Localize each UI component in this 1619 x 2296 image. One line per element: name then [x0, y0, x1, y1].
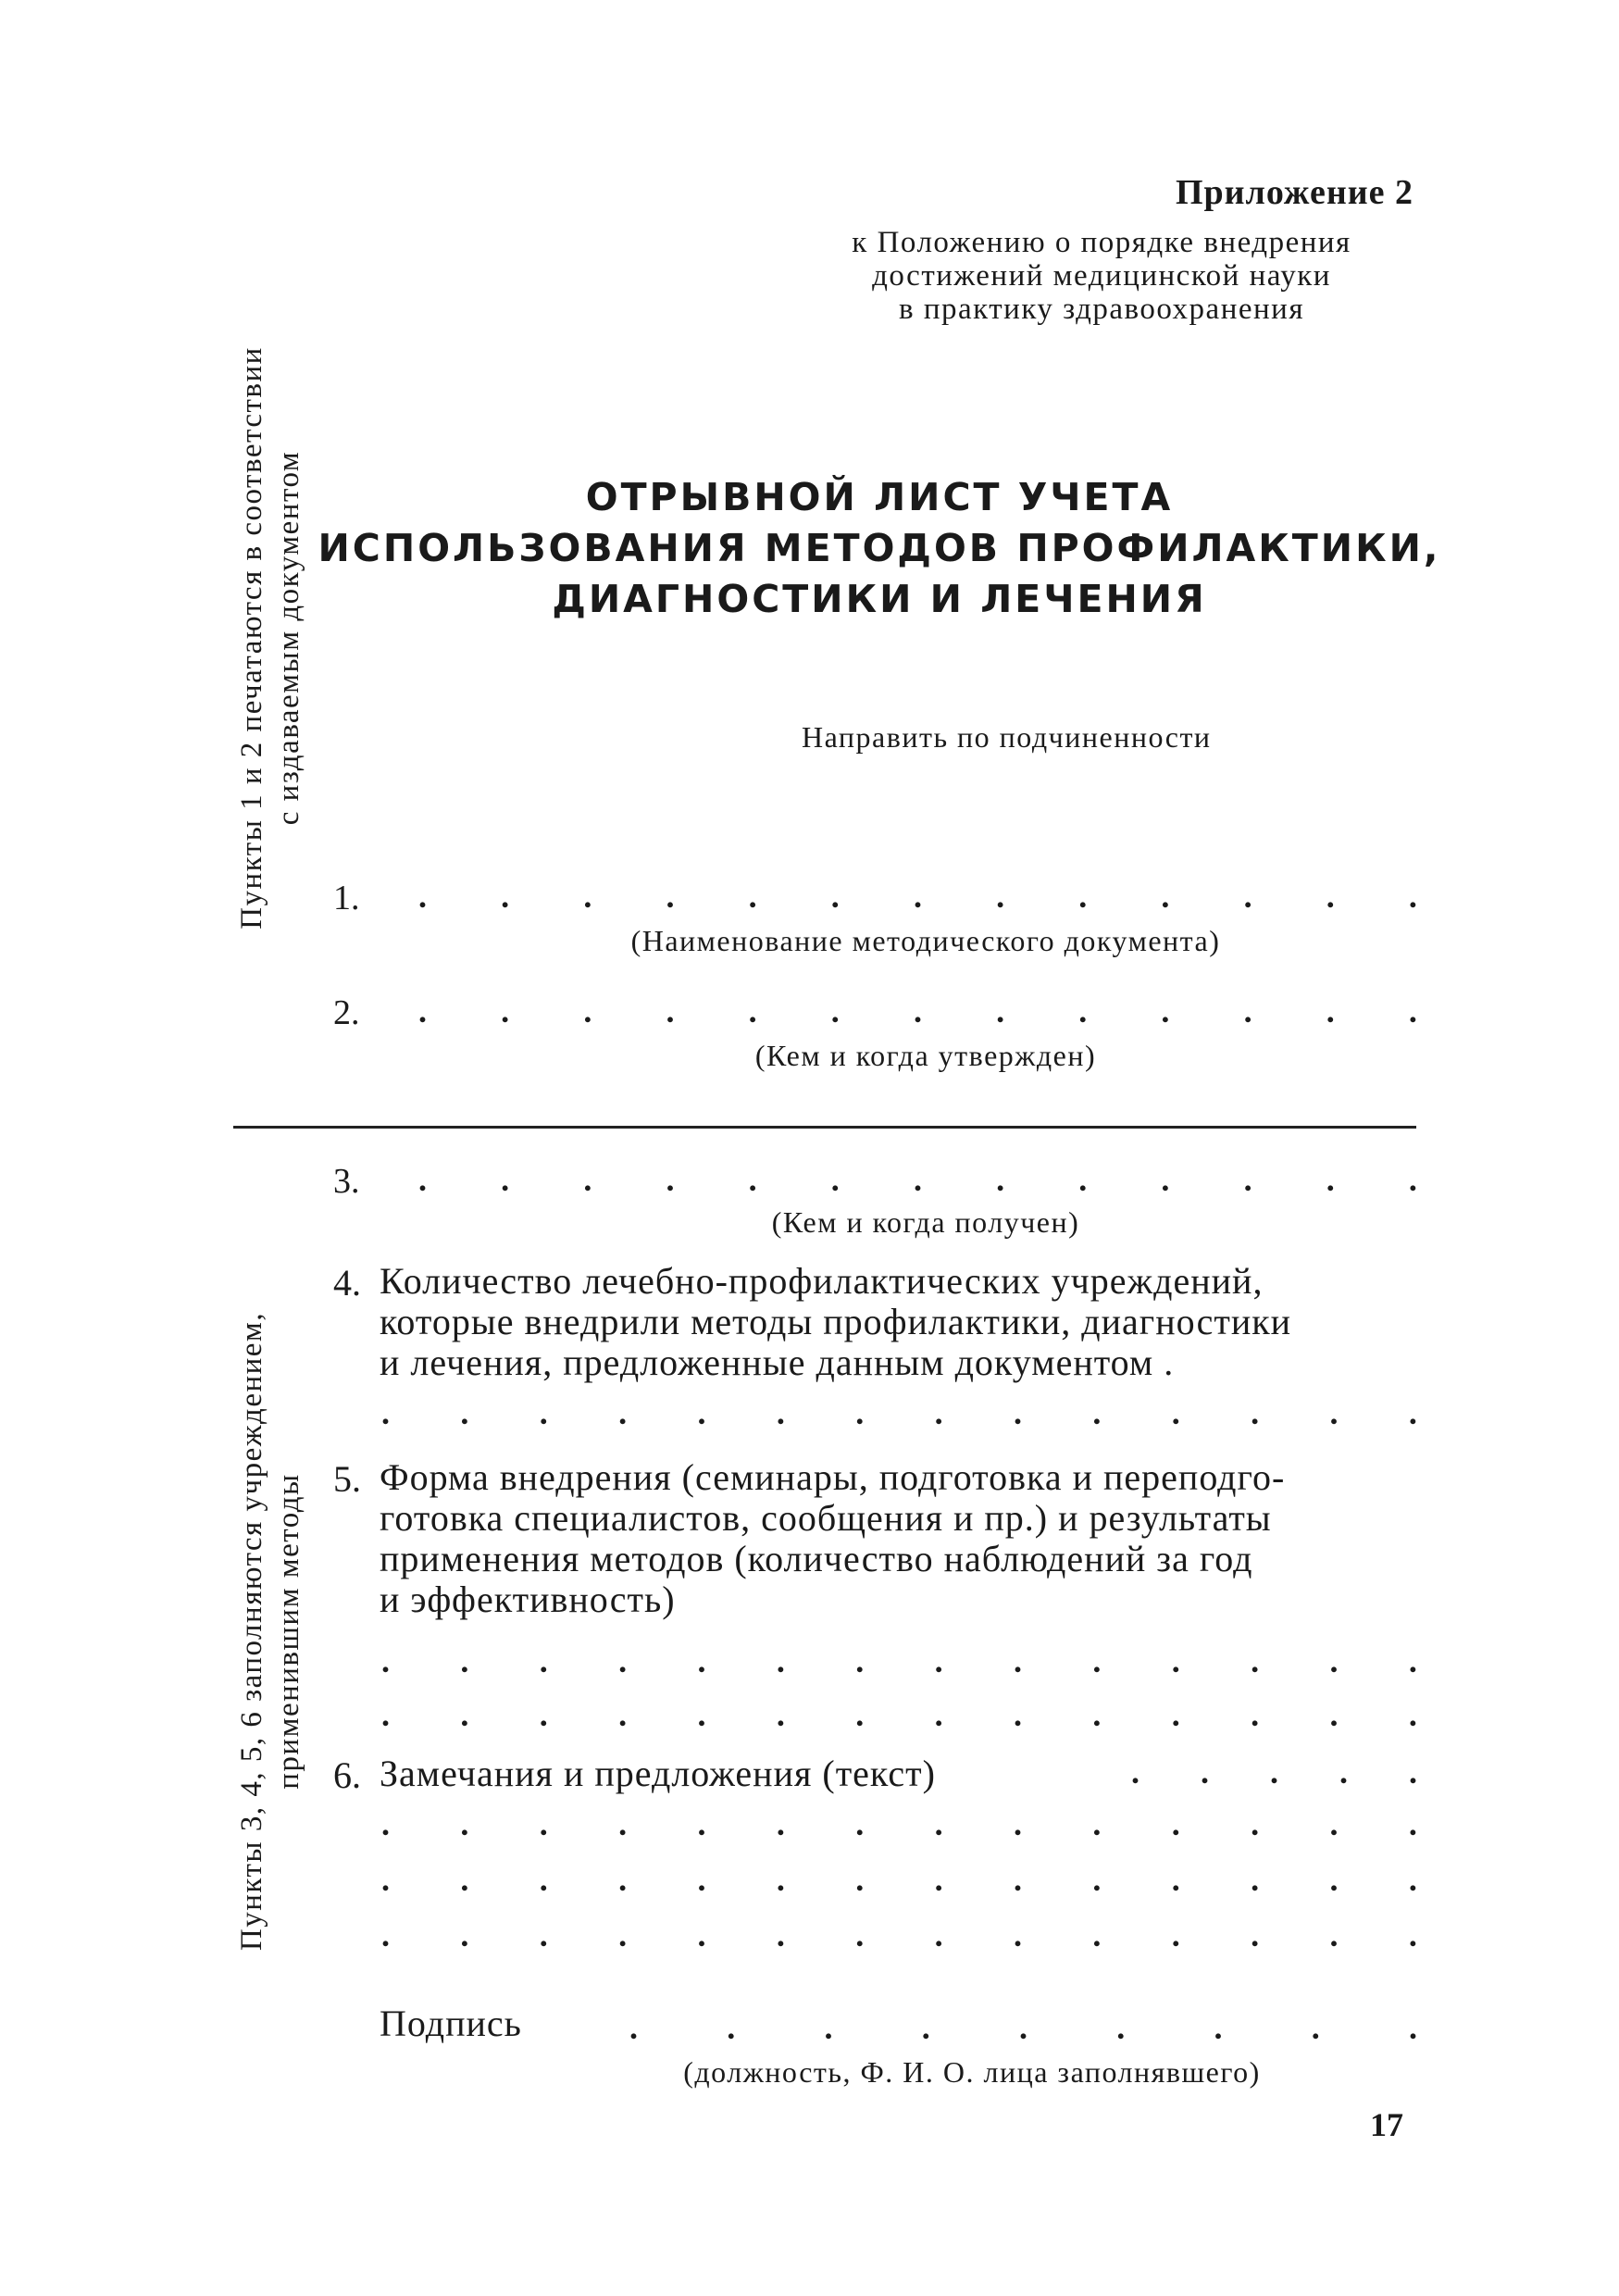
- dot-leader: [381, 1918, 1416, 1952]
- leader-dot: .: [618, 1642, 628, 1679]
- dot-leader: [381, 1644, 1416, 1678]
- dot-leader: [418, 1163, 1416, 1196]
- leader-dot: .: [996, 878, 1005, 915]
- leader-dot: .: [748, 878, 757, 915]
- leader-dot: .: [1092, 1642, 1102, 1679]
- leader-dot: .: [1329, 1916, 1339, 1953]
- leader-dot: .: [934, 1805, 943, 1842]
- leader-dot: .: [1243, 992, 1252, 1029]
- dot-leader: [1131, 1755, 1416, 1789]
- leader-dot: .: [1329, 1861, 1339, 1898]
- leader-dot: .: [855, 1805, 865, 1842]
- leader-dot: .: [1329, 1696, 1339, 1733]
- leader-dot: .: [855, 1642, 865, 1679]
- leader-dot: .: [583, 878, 592, 915]
- margin-note-line: Пункты 3, 4, 5, 6 заполняются учреждением,: [235, 1311, 268, 1952]
- leader-dot: .: [1019, 2009, 1027, 2046]
- leader-dot: .: [1078, 992, 1088, 1029]
- leader-dot: .: [539, 1916, 548, 1953]
- leader-dot: .: [1251, 1642, 1260, 1679]
- leader-dot: .: [1014, 1394, 1022, 1431]
- leader-dot: .: [1251, 1394, 1260, 1431]
- leader-dot: .: [1409, 1753, 1417, 1791]
- leader-dot: .: [855, 1916, 865, 1953]
- leader-dot: .: [539, 1805, 548, 1842]
- leader-dot: .: [1251, 1916, 1260, 1953]
- leader-dot: .: [1243, 878, 1252, 915]
- leader-dot: .: [697, 1916, 706, 1953]
- leader-dot: .: [697, 1394, 706, 1431]
- leader-dot: .: [1329, 1805, 1339, 1842]
- item-caption-1: (Наименование методического документа): [630, 924, 1221, 957]
- leader-dot: .: [934, 1696, 943, 1733]
- margin-note-line: применившим методы: [272, 1473, 305, 1790]
- leader-dot: .: [1014, 1642, 1022, 1679]
- leader-dot: .: [539, 1642, 548, 1679]
- leader-dot: .: [1092, 1916, 1102, 1953]
- leader-dot: .: [618, 1861, 628, 1898]
- reference-line: достижений медицинской науки: [872, 259, 1331, 293]
- leader-dot: .: [381, 1805, 390, 1842]
- margin-note-top: [233, 300, 307, 976]
- leader-dot: .: [1161, 1161, 1170, 1198]
- leader-dot: .: [996, 992, 1005, 1029]
- leader-dot: .: [776, 1696, 785, 1733]
- leader-dot: .: [1078, 878, 1088, 915]
- leader-dot: .: [381, 1861, 390, 1898]
- leader-dot: .: [830, 992, 840, 1029]
- reference-line: в практику здравоохранения: [899, 293, 1304, 326]
- leader-dot: .: [539, 1861, 548, 1898]
- leader-dot: .: [697, 1696, 706, 1733]
- leader-dot: .: [418, 878, 427, 915]
- leader-dot: .: [934, 1916, 943, 1953]
- leader-dot: .: [1326, 1161, 1335, 1198]
- leader-dot: .: [913, 878, 922, 915]
- leader-dot: .: [583, 992, 592, 1029]
- dot-leader: [381, 1863, 1416, 1896]
- text-line: Количество лечебно-профилактических учреждений,: [380, 1260, 1264, 1302]
- leader-dot: .: [824, 2009, 833, 2046]
- leader-dot: .: [583, 1161, 592, 1198]
- leader-dot: .: [666, 1161, 675, 1198]
- leader-dot: .: [539, 1394, 548, 1431]
- leader-dot: .: [501, 992, 510, 1029]
- item-number-1: 1.: [333, 879, 360, 917]
- dot-leader: [381, 1807, 1416, 1841]
- item-number-5: 5.: [333, 1458, 361, 1500]
- leader-dot: .: [1408, 992, 1417, 1029]
- leader-dot: .: [1214, 2009, 1223, 2046]
- leader-dot: .: [1201, 1753, 1209, 1791]
- leader-dot: .: [855, 1394, 865, 1431]
- leader-dot: .: [1408, 1161, 1417, 1198]
- leader-dot: .: [460, 1394, 469, 1431]
- item-text-6: Замечания и предложения (текст): [380, 1753, 936, 1794]
- leader-dot: .: [1014, 1696, 1022, 1733]
- title-line: ДИАГНОСТИКИ И ЛЕЧЕНИЯ: [552, 577, 1207, 621]
- leader-dot: .: [697, 1642, 706, 1679]
- leader-dot: .: [748, 992, 757, 1029]
- leader-dot: .: [666, 992, 675, 1029]
- leader-dot: .: [1078, 1161, 1088, 1198]
- leader-dot: .: [1408, 1805, 1417, 1842]
- leader-dot: .: [418, 1161, 427, 1198]
- leader-dot: .: [727, 2009, 736, 2046]
- leader-dot: .: [830, 1161, 840, 1198]
- leader-dot: .: [1311, 2009, 1320, 2046]
- leader-dot: .: [381, 1642, 390, 1679]
- leader-dot: .: [748, 1161, 757, 1198]
- section-divider: [233, 1126, 1416, 1129]
- leader-dot: .: [934, 1861, 943, 1898]
- leader-dot: .: [1339, 1753, 1348, 1791]
- leader-dot: .: [776, 1394, 785, 1431]
- leader-dot: .: [1014, 1805, 1022, 1842]
- leader-dot: .: [1171, 1642, 1180, 1679]
- title-line: ОТРЫВНОЙ ЛИСТ УЧЕТА: [585, 475, 1174, 519]
- leader-dot: .: [934, 1394, 943, 1431]
- reference-line: к Положению о порядке внедрения: [852, 226, 1351, 259]
- item-number-4: 4.: [333, 1262, 361, 1304]
- margin-note-line: Пункты 1 и 2 печатаются в соответствии: [235, 346, 268, 930]
- signature-dot-leader: [629, 2011, 1416, 2044]
- leader-dot: .: [1326, 992, 1335, 1029]
- leader-dot: .: [418, 992, 427, 1029]
- leader-dot: .: [1171, 1916, 1180, 1953]
- text-line: которые внедрили методы профилактики, диагностики: [380, 1301, 1292, 1342]
- leader-dot: .: [1161, 992, 1170, 1029]
- leader-dot: .: [776, 1861, 785, 1898]
- leader-dot: .: [697, 1861, 706, 1898]
- leader-dot: .: [934, 1642, 943, 1679]
- leader-dot: .: [1171, 1861, 1180, 1898]
- leader-dot: .: [1270, 1753, 1278, 1791]
- leader-dot: .: [776, 1805, 785, 1842]
- leader-dot: .: [666, 878, 675, 915]
- item-number-6: 6.: [333, 1754, 361, 1796]
- leader-dot: .: [1243, 1161, 1252, 1198]
- leader-dot: .: [1092, 1696, 1102, 1733]
- leader-dot: .: [1408, 1642, 1417, 1679]
- leader-dot: .: [855, 1861, 865, 1898]
- text-line: применения методов (количество наблюдений за год: [380, 1538, 1253, 1579]
- leader-dot: .: [501, 1161, 510, 1198]
- leader-dot: .: [1408, 1916, 1417, 1953]
- dot-leader: [418, 994, 1416, 1028]
- dot-leader: [381, 1396, 1416, 1429]
- dot-leader: [418, 880, 1416, 913]
- leader-dot: .: [1092, 1805, 1102, 1842]
- leader-dot: .: [1116, 2009, 1126, 2046]
- leader-dot: .: [1329, 1394, 1339, 1431]
- item-text-5: [380, 1457, 1416, 1620]
- dot-leader: [381, 1698, 1416, 1731]
- title-line: ИСПОЛЬЗОВАНИЯ МЕТОДОВ ПРОФИЛАКТИКИ,: [318, 526, 1441, 570]
- margin-note-line: с издаваемым документом: [272, 450, 305, 826]
- leader-dot: .: [1092, 1394, 1102, 1431]
- text-line: и лечения, предложенные данным документом .: [380, 1341, 1175, 1383]
- text-line: готовка специалистов, сообщения и пр.) и результаты: [380, 1497, 1272, 1539]
- leader-dot: .: [921, 2009, 930, 2046]
- leader-dot: .: [1408, 1861, 1417, 1898]
- page-number: 17: [1370, 2106, 1403, 2143]
- leader-dot: .: [1251, 1861, 1260, 1898]
- appendix-reference: [778, 226, 1426, 326]
- item-caption-2: (Кем и когда утвержден): [754, 1039, 1097, 1072]
- item-number-2: 2.: [333, 993, 360, 1032]
- leader-dot: .: [539, 1696, 548, 1733]
- leader-dot: .: [776, 1916, 785, 1953]
- leader-dot: .: [1092, 1861, 1102, 1898]
- leader-dot: .: [629, 2009, 638, 2046]
- item-caption-3: (Кем и когда получен): [771, 1205, 1080, 1239]
- text-line: и эффективность): [380, 1578, 676, 1620]
- leader-dot: .: [1408, 1394, 1417, 1431]
- leader-dot: .: [1251, 1805, 1260, 1842]
- leader-dot: .: [1014, 1916, 1022, 1953]
- leader-dot: .: [1171, 1805, 1180, 1842]
- route-note: Направить по подчиненности: [802, 720, 1212, 754]
- leader-dot: .: [855, 1696, 865, 1733]
- signature-caption: (должность, Ф. И. О. лица заполнявшего): [683, 2055, 1261, 2089]
- leader-dot: .: [1409, 2009, 1417, 2046]
- document-title: [278, 472, 1481, 625]
- leader-dot: .: [381, 1696, 390, 1733]
- leader-dot: .: [1408, 1696, 1417, 1733]
- leader-dot: .: [618, 1394, 628, 1431]
- leader-dot: .: [1014, 1861, 1022, 1898]
- leader-dot: .: [460, 1805, 469, 1842]
- leader-dot: .: [381, 1916, 390, 1953]
- leader-dot: .: [501, 878, 510, 915]
- leader-dot: .: [913, 992, 922, 1029]
- leader-dot: .: [996, 1161, 1005, 1198]
- margin-note-bottom: [233, 1270, 307, 1992]
- text-line: Форма внедрения (семинары, подготовка и переподго-: [380, 1456, 1286, 1498]
- item-number-3: 3.: [333, 1162, 360, 1201]
- leader-dot: .: [1408, 878, 1417, 915]
- leader-dot: .: [1161, 878, 1170, 915]
- signature-label: Подпись: [380, 2003, 522, 2044]
- leader-dot: .: [381, 1394, 390, 1431]
- leader-dot: .: [913, 1161, 922, 1198]
- leader-dot: .: [618, 1916, 628, 1953]
- leader-dot: .: [1131, 1753, 1140, 1791]
- leader-dot: .: [460, 1916, 469, 1953]
- leader-dot: .: [460, 1696, 469, 1733]
- leader-dot: .: [618, 1805, 628, 1842]
- leader-dot: .: [1329, 1642, 1339, 1679]
- leader-dot: .: [697, 1805, 706, 1842]
- leader-dot: .: [830, 878, 840, 915]
- appendix-label: Приложение 2: [1175, 173, 1414, 212]
- leader-dot: .: [618, 1696, 628, 1733]
- item-text-4: [380, 1261, 1416, 1383]
- leader-dot: .: [776, 1642, 785, 1679]
- leader-dot: .: [460, 1861, 469, 1898]
- leader-dot: .: [1171, 1394, 1180, 1431]
- leader-dot: .: [1171, 1696, 1180, 1733]
- leader-dot: .: [1326, 878, 1335, 915]
- leader-dot: .: [1251, 1696, 1260, 1733]
- leader-dot: .: [460, 1642, 469, 1679]
